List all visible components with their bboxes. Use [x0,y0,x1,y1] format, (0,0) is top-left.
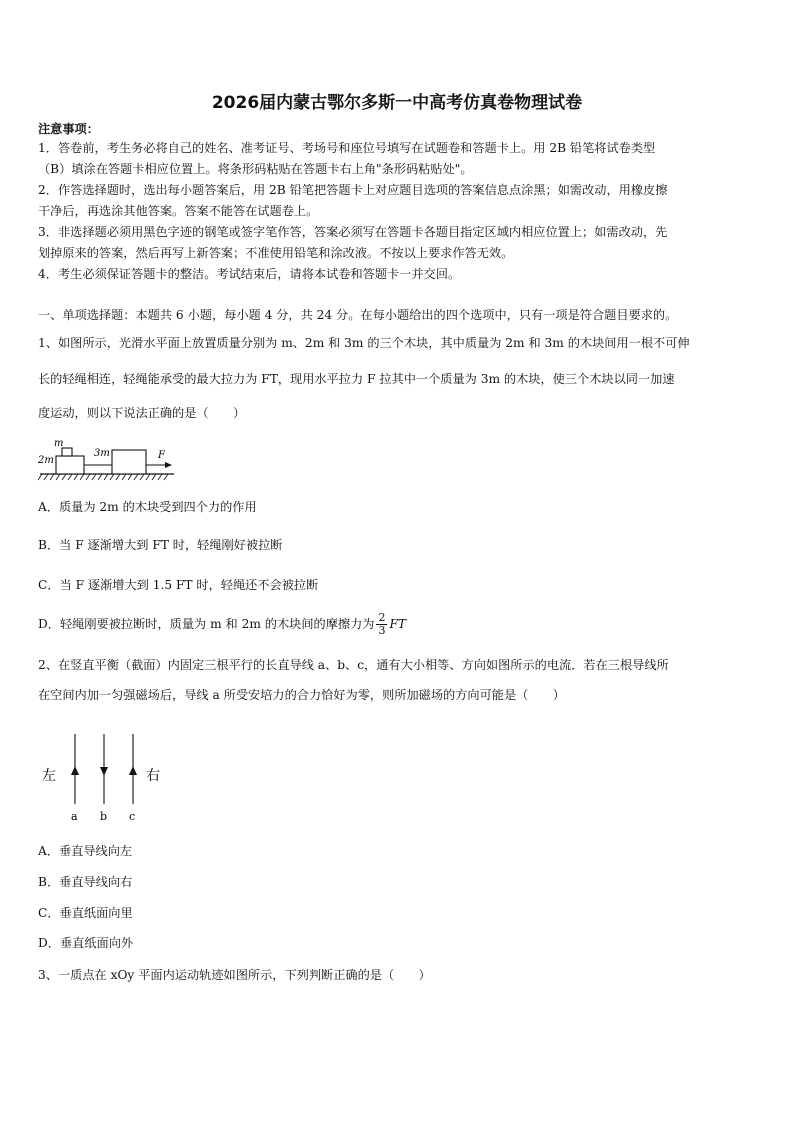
q1-option-c: C．当 F 逐渐增大到 1.5 FT 时，轻绳还不会被拉断 [38,578,319,592]
label-left: 左 [42,768,56,784]
arrow-up-icon [129,766,137,775]
q2-option-d: D．垂直纸面向外 [38,936,134,950]
q1-stem-line: 1、如图所示，光滑水平面上放置质量分别为 m、2m 和 3m 的三个木块，其中质量为 2m 和 3m 的木块间用一根不可伸 [38,336,690,350]
notice-line: （B）填涂在答题卡相应位置上。将条形码粘贴在答题卡右上角"条形码粘贴处"。 [38,162,473,176]
q1-option-b: B．当 F 逐渐增大到 FT 时，轻绳刚好被拉断 [38,538,283,552]
label-c: c [129,810,136,823]
section-heading: 一、单项选择题：本题共 6 小题，每小题 4 分，共 24 分。在每小题给出的四个选项中，只有一项是符合题目要求的。 [38,308,678,322]
notice-line: 2．作答选择题时，选出每小题答案后，用 2B 铅笔把答题卡上对应题目选项的答案信息点涂黑；如需改动，用橡皮擦 [38,183,668,197]
q1-option-d-text: D．轻绳刚要被拉断时，质量为 m 和 2m 的木块间的摩擦力为 [38,617,375,631]
block-m [62,448,72,456]
notice-line: 3．非选择题必须用黑色字迹的钢笔或签字笔作答，答案必须写在答题卡各题目指定区域内相应位置上；如需改动，先 [38,225,668,239]
q2-option-a: A．垂直导线向左 [38,844,133,858]
notice-line: 划掉原来的答案，然后再写上新答案；不准使用铅笔和涂改液。不按以上要求作答无效。 [38,246,514,260]
q1-stem-line: 长的轻绳相连，轻绳能承受的最大拉力为 FT，现用水平拉力 F 拉其中一个质量为 3m 的木块，使三个木块以同一加速 [38,372,675,386]
label-F: F [158,450,165,461]
page-title: 2026届内蒙古鄂尔多斯一中高考仿真卷物理试卷 [211,93,583,113]
label-2m: 2m [38,455,54,466]
q3-stem-line: 3、一质点在 xOy 平面内运动轨迹如图所示，下列判断正确的是（ ） [38,968,431,982]
block-2m [56,456,84,474]
label-m: m [54,438,64,449]
fraction-num: 2 [378,611,386,624]
fraction-tail: FT [389,617,407,631]
arrow-up-icon [71,766,79,775]
notice-line: 1．答卷前，考生务必将自己的姓名、准考证号、考场号和座位号填写在试题卷和答题卡上。用 2B 铅笔将试卷类型 [38,141,656,155]
q2-stem-line: 在空间内加一匀强磁场后，导线 a 所受安培力的合力恰好为零，则所加磁场的方向可能是（ ） [38,688,565,702]
arrow-down-icon [100,767,108,776]
fraction [376,612,387,637]
label-right: 右 [146,768,160,784]
notice-line: 干净后，再选涂其他答案。答案不能答在试题卷上。 [38,204,319,218]
fraction-den: 3 [378,624,386,637]
block-3m [112,450,146,474]
notice-heading: 注意事项： [38,122,99,136]
notice-line: 4．考生必须保证答题卡的整洁。考试结束后，请将本试卷和答题卡一并交回。 [38,267,461,281]
q2-wires-figure [38,728,178,828]
q1-option-d [38,612,406,637]
q2-option-b: B．垂直导线向右 [38,875,133,889]
label-b: b [100,810,108,823]
label-3m: 3m [94,448,110,459]
q1-option-a: A．质量为 2m 的木块受到四个力的作用 [38,500,257,514]
q2-option-c: C．垂直纸面向里 [38,906,133,920]
q1-blocks-figure [38,436,178,484]
q2-stem-line: 2、在竖直平衡（截面）内固定三根平行的长直导线 a、b、c，通有大小相等、方向如图所示的电流．若在三根导线所 [38,658,669,672]
q1-stem-line: 度运动，则以下说法正确的是（ ） [38,406,246,420]
label-a: a [71,810,78,823]
